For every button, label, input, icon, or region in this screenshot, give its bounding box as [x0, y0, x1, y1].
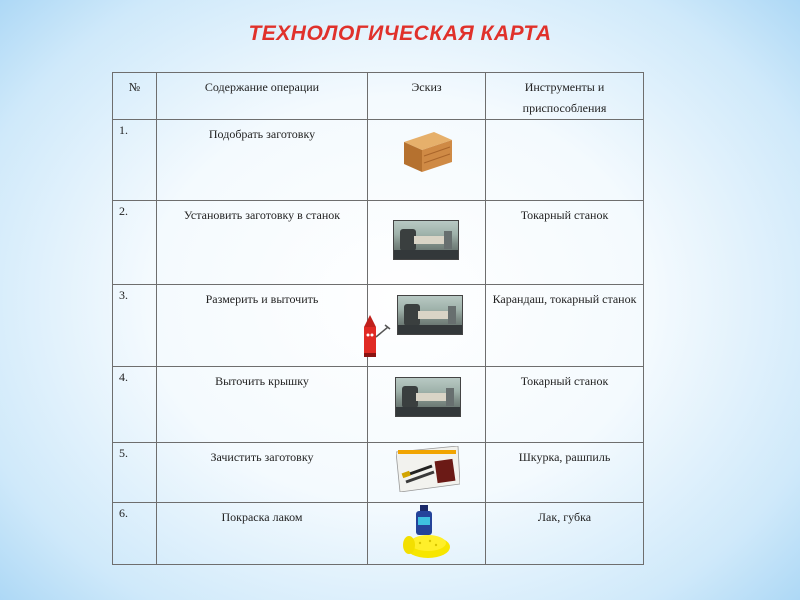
- row-operation: Выточить крышку: [157, 367, 368, 443]
- header-tools: Инструменты и приспособления: [486, 73, 644, 120]
- table-row: [113, 503, 644, 565]
- row-tools: Карандаш, токарный станок: [486, 285, 644, 367]
- row-tools: Лак, губка: [486, 503, 644, 565]
- row-number: 5.: [113, 443, 157, 503]
- row-number: 2.: [113, 201, 157, 285]
- lathe-photo-icon: [397, 295, 463, 335]
- table-header-row: [113, 73, 644, 120]
- wood-block-icon: [402, 130, 454, 174]
- technology-card-table: [112, 72, 644, 565]
- table-row: [113, 285, 644, 367]
- row-operation: Зачистить заготовку: [157, 443, 368, 503]
- row-sketch: [368, 443, 486, 503]
- row-number: 4.: [113, 367, 157, 443]
- lathe-photo-icon: [393, 220, 459, 260]
- row-tools: Токарный станок: [486, 367, 644, 443]
- row-sketch: [368, 503, 486, 565]
- header-number: №: [113, 73, 157, 120]
- row-sketch: [368, 201, 486, 285]
- row-tools: [486, 120, 644, 201]
- row-number: 6.: [113, 503, 157, 565]
- row-number: 3.: [113, 285, 157, 367]
- row-sketch: [368, 285, 486, 367]
- table-row: [113, 120, 644, 201]
- header-operation: Содержание операции: [157, 73, 368, 120]
- row-number: 1.: [113, 120, 157, 201]
- row-sketch: [368, 367, 486, 443]
- header-sketch: Эскиз: [368, 73, 486, 120]
- table-row: [113, 443, 644, 503]
- row-operation: Размерить и выточить: [157, 285, 368, 367]
- table-row: [113, 201, 644, 285]
- page-title: ТЕХНОЛОГИЧЕСКАЯ КАРТА: [248, 22, 552, 45]
- pencil-character-icon: [362, 315, 392, 359]
- varnish-sponge-icon: [400, 505, 456, 559]
- row-tools: Шкурка, рашпиль: [486, 443, 644, 503]
- row-tools: Токарный станок: [486, 201, 644, 285]
- lathe-photo-icon: [395, 377, 461, 417]
- sandpaper-rasp-icon: [396, 446, 460, 492]
- row-operation: Покраска лаком: [157, 503, 368, 565]
- table-row: [113, 367, 644, 443]
- row-operation: Установить заготовку в станок: [157, 201, 368, 285]
- row-operation: Подобрать заготовку: [157, 120, 368, 201]
- row-sketch: [368, 120, 486, 201]
